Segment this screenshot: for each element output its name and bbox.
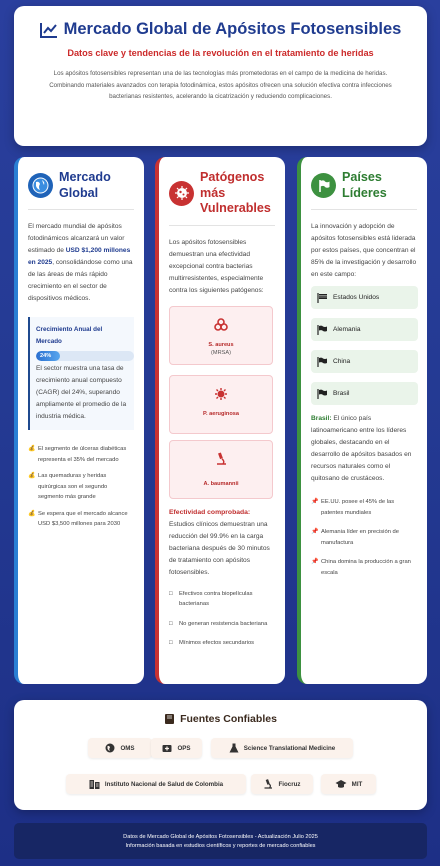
source-science-translational-medicine[interactable]: Science Translational Medicine xyxy=(211,738,353,758)
pathogen-p-aeruginosa xyxy=(169,375,273,434)
countries-bullets xyxy=(311,497,417,578)
source-ops[interactable]: OPS xyxy=(151,738,202,758)
flask-icon xyxy=(229,743,239,753)
list-item: 💰 Las quemaduras y heridas quirúrgicas son el segundo segmento más grande xyxy=(28,473,108,500)
growth-title: Crecimiento Anual del Mercado xyxy=(36,326,103,345)
list-item: 📌 China domina la producción a gran escala xyxy=(311,559,411,576)
pathogens-title: Patógenos más Vulnerables xyxy=(200,170,271,215)
country-name: Alemania xyxy=(333,326,361,333)
intro-text: Los apósitos fotosensibles representan una de las tecnologías más prometedoras en el campo de la medicina de heridas. Combinando materiales avanzados con terapia fotodinámica, estos apósitos ofrecen una solución efectiva contra infecciones bacterianas resistentes, acelerando la cicatrización y reduciendo complicaciones. xyxy=(49,70,392,100)
list-item: □ Mínimos efectos secundarios xyxy=(169,638,275,649)
effectiveness-title: Efectividad comprobada: xyxy=(169,508,251,516)
growth-text: El sector muestra una tasa de crecimiento anual compuesto (CAGR) del 24%, superando ampliamente el promedio de la industria médica. xyxy=(36,365,127,420)
list-item: 📌 Alemania líder en precisión de manufactura xyxy=(311,529,399,546)
market-bullets xyxy=(28,444,134,530)
header-card xyxy=(14,6,427,146)
flag-icon xyxy=(317,389,328,399)
globe-icon xyxy=(28,173,53,198)
flag-icon xyxy=(317,325,328,335)
source-fiocruz[interactable]: Fiocruz xyxy=(251,774,313,794)
brazil-text xyxy=(311,413,417,485)
list-item: □ No generan resistencia bacteriana xyxy=(169,619,275,630)
pathogen-name: A. baumannii xyxy=(203,480,239,487)
page-subtitle: Datos clave y tendencias de la revolución en el tratamiento de heridas xyxy=(67,48,374,58)
pathogen-s-aureus xyxy=(169,306,273,365)
market-text-pre: El mercado mundial de apósitos fotodinámicos alcanzará un valor estimado de xyxy=(28,223,125,254)
biohazard-icon xyxy=(214,318,228,332)
list-item: 💰 Se espera que el mercado alcance USD $3,500 millones para 2030 xyxy=(28,510,128,527)
market-text xyxy=(28,221,134,305)
market-title: Mercado Global xyxy=(59,170,111,200)
growth-bar-fill: 24% xyxy=(36,351,60,361)
microscope-icon xyxy=(214,452,228,466)
graduation-cap-icon xyxy=(335,779,347,789)
footer xyxy=(14,823,427,859)
pathogens-text: Los apósitos fotosensibles demuestran una efectividad excepcional contra bacterias multirresistentes, especialmente contra los siguientes patógenos: xyxy=(169,238,264,294)
flag-icon xyxy=(311,173,336,198)
title-row xyxy=(32,20,409,39)
pathogen-a-baumannii xyxy=(169,440,273,499)
money-bag-icon: 💰 xyxy=(28,473,36,479)
footer-line-2: Información basada en estudios científicos y reportes de mercado confiables xyxy=(125,843,316,849)
brazil-description: El único país latinoamericano entre los líderes globales, destacando en el desarrollo de apósitos basados en recursos naturales como el quitosano de crustáceos. xyxy=(311,415,412,482)
country-name: Estados Unidos xyxy=(333,294,380,301)
pathogens-header xyxy=(169,157,275,226)
country-name: Brasil xyxy=(333,390,350,397)
countries-header xyxy=(311,157,417,210)
pathogen-bullets xyxy=(169,589,275,649)
microscope-icon xyxy=(263,779,273,789)
pushpin-icon: 📌 xyxy=(311,529,319,535)
countries-title: Países Líderes xyxy=(342,170,387,200)
chart-line-icon xyxy=(40,22,58,38)
source-oms[interactable]: OMS xyxy=(88,738,152,758)
growth-box xyxy=(28,317,134,430)
bullet-glyph-icon: □ xyxy=(169,640,173,646)
market-text-post: , consolidándose como una de las áreas de más rápido crecimiento en el sector de dispositivos médicos. xyxy=(28,259,133,302)
country-alemania xyxy=(311,318,418,341)
flag-icon xyxy=(317,357,328,367)
source-instituto-nacional-de-salud[interactable]: Instituto Nacional de Salud de Colombia xyxy=(66,774,246,794)
page-title: Mercado Global de Apósitos Fotosensibles xyxy=(63,20,402,38)
countries-card xyxy=(297,157,427,684)
pathogens-card xyxy=(155,157,285,684)
countries-text: La innovación y adopción de apósitos fotosensibles está liderada por estos países, que concentran el 85% de la investigación y desarrollo en este campo: xyxy=(311,223,417,278)
market-header xyxy=(28,157,134,210)
money-bag-icon: 💰 xyxy=(28,510,36,517)
flag-usa-icon xyxy=(317,293,328,303)
source-mit[interactable]: MIT xyxy=(321,774,376,794)
bullet-glyph-icon: □ xyxy=(169,620,173,627)
medical-kit-icon xyxy=(162,743,172,753)
pushpin-icon: 📌 xyxy=(311,559,319,565)
bacteria-icon xyxy=(169,181,194,206)
country-estados-unidos xyxy=(311,286,418,309)
footer-line-1: Datos de Mercado Global de Apósitos Fotosensibles - Actualización Julio 2025 xyxy=(123,834,318,840)
list-item: 📌 EE.UU. posee el 45% de las patentes mundiales xyxy=(311,499,395,516)
list-item: □ Efectivos contra biopelículas bacterianas xyxy=(169,590,253,607)
bullet-glyph-icon: □ xyxy=(169,590,173,597)
brazil-label: Brasil: xyxy=(311,415,332,422)
country-brasil xyxy=(311,382,418,405)
book-icon xyxy=(164,713,175,725)
pathogen-name: P. aeruginosa xyxy=(203,410,239,417)
sources-title-row xyxy=(14,713,427,725)
market-value: USD $1,200 millones en 2025 xyxy=(28,247,131,266)
market-card xyxy=(14,157,144,684)
pathogen-sub: (MRSA) xyxy=(211,349,231,356)
sources-card xyxy=(14,700,427,810)
country-china xyxy=(311,350,418,373)
effectiveness-text: Estudios clínicos demuestran una reducción del 99.9% en la carga bacteriana después de 30 minutos de tratamiento con apósitos fotosensibles. xyxy=(169,520,270,576)
list-item: 💰 El segmento de úlceras diabéticas representa el 35% del mercado xyxy=(28,446,127,463)
country-name: China xyxy=(333,358,351,365)
building-icon xyxy=(89,779,100,789)
sources-title: Fuentes Confiables xyxy=(180,713,277,725)
virus-icon xyxy=(214,387,228,401)
globe-icon xyxy=(105,743,115,753)
growth-bar xyxy=(36,351,134,361)
pushpin-icon: 📌 xyxy=(311,499,319,505)
money-bag-icon: 💰 xyxy=(28,446,36,452)
pathogen-name: S. aureus xyxy=(208,341,234,348)
